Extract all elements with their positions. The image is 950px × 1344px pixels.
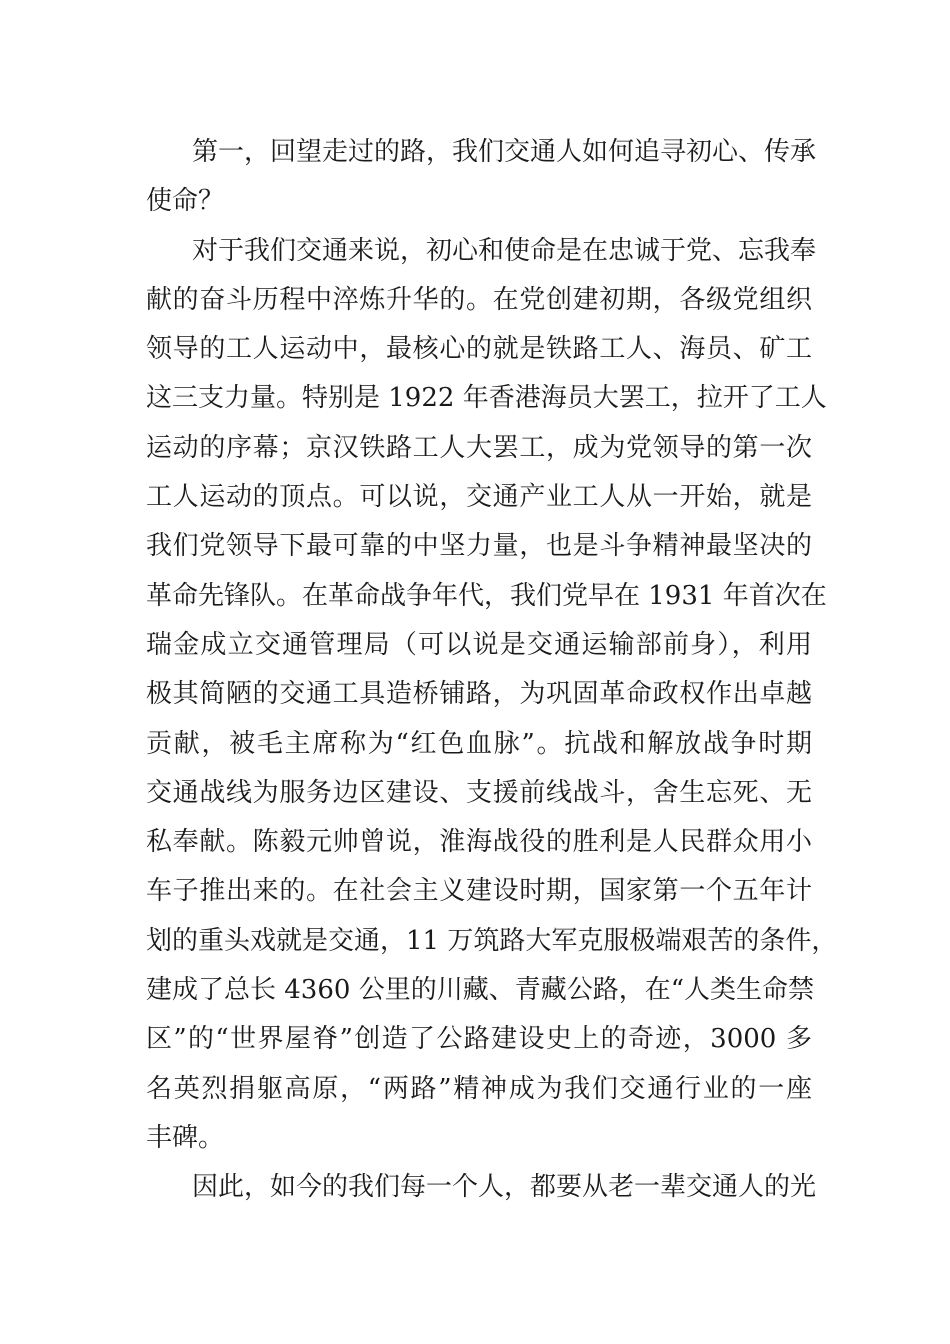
text-line: 对于我们交通来说，初心和使命是在忠诚于党、忘我奉 <box>192 235 817 266</box>
text-line: 交通战线为服务边区建设、支援前线战斗，舍生忘死、无 <box>146 777 812 808</box>
text-line: 私奉献。陈毅元帅曾说，淮海战役的胜利是人民群众用小 <box>146 827 812 858</box>
text-line: 丰碑。 <box>146 1122 225 1153</box>
text-line: 车子推出来的。在社会主义建设时期，国家第一个五年计 <box>146 876 812 907</box>
paragraph-history <box>146 227 838 1164</box>
text-line: 建成了总长 4360 公里的川藏、青藏公路，在“人类生命禁 <box>146 975 814 1006</box>
text-line: 工人运动的顶点。可以说，交通产业工人从一开始，就是 <box>146 482 812 513</box>
text-line: 运动的序幕；京汉铁路工人大罢工，成为党领导的第一次 <box>146 432 812 463</box>
text-line: 领导的工人运动中，最核心的就是铁路工人、海员、矿工 <box>146 334 812 365</box>
text-line: 使命？ <box>146 186 225 217</box>
text-line: 极其简陋的交通工具造桥铺路，为巩固革命政权作出卓越 <box>146 679 812 710</box>
text-line: 革命先锋队。在革命战争年代，我们党早在 1931 年首次在 <box>146 580 827 611</box>
text-line: 区”的“世界屋脊”创造了公路建设史上的奇迹，3000 多 <box>146 1024 812 1055</box>
text-line: 献的奋斗历程中淬炼升华的。在党创建初期，各级党组织 <box>146 284 812 315</box>
document-body <box>146 128 838 1213</box>
text-line: 贡献，被毛主席称为“红色血脉”。抗战和解放战争时期 <box>146 728 812 759</box>
text-line: 划的重头戏就是交通，11 万筑路大军克服极端艰苦的条件， <box>146 925 838 956</box>
text-line: 名英烈捐躯高原，“两路”精神成为我们交通行业的一座 <box>146 1073 812 1104</box>
paragraph-heading <box>146 128 817 227</box>
text-line: 因此，如今的我们每一个人，都要从老一辈交通人的光 <box>192 1172 817 1203</box>
text-line: 我们党领导下最可靠的中坚力量，也是斗争精神最坚决的 <box>146 531 812 562</box>
text-line: 第一，回望走过的路，我们交通人如何追寻初心、传承 <box>192 137 817 167</box>
text-line: 瑞金成立交通管理局（可以说是交通运输部前身），利用 <box>146 629 812 660</box>
text-line: 这三支力量。特别是 1922 年香港海员大罢工，拉开了工人 <box>146 383 827 414</box>
paragraph-conclusion <box>146 1163 817 1212</box>
